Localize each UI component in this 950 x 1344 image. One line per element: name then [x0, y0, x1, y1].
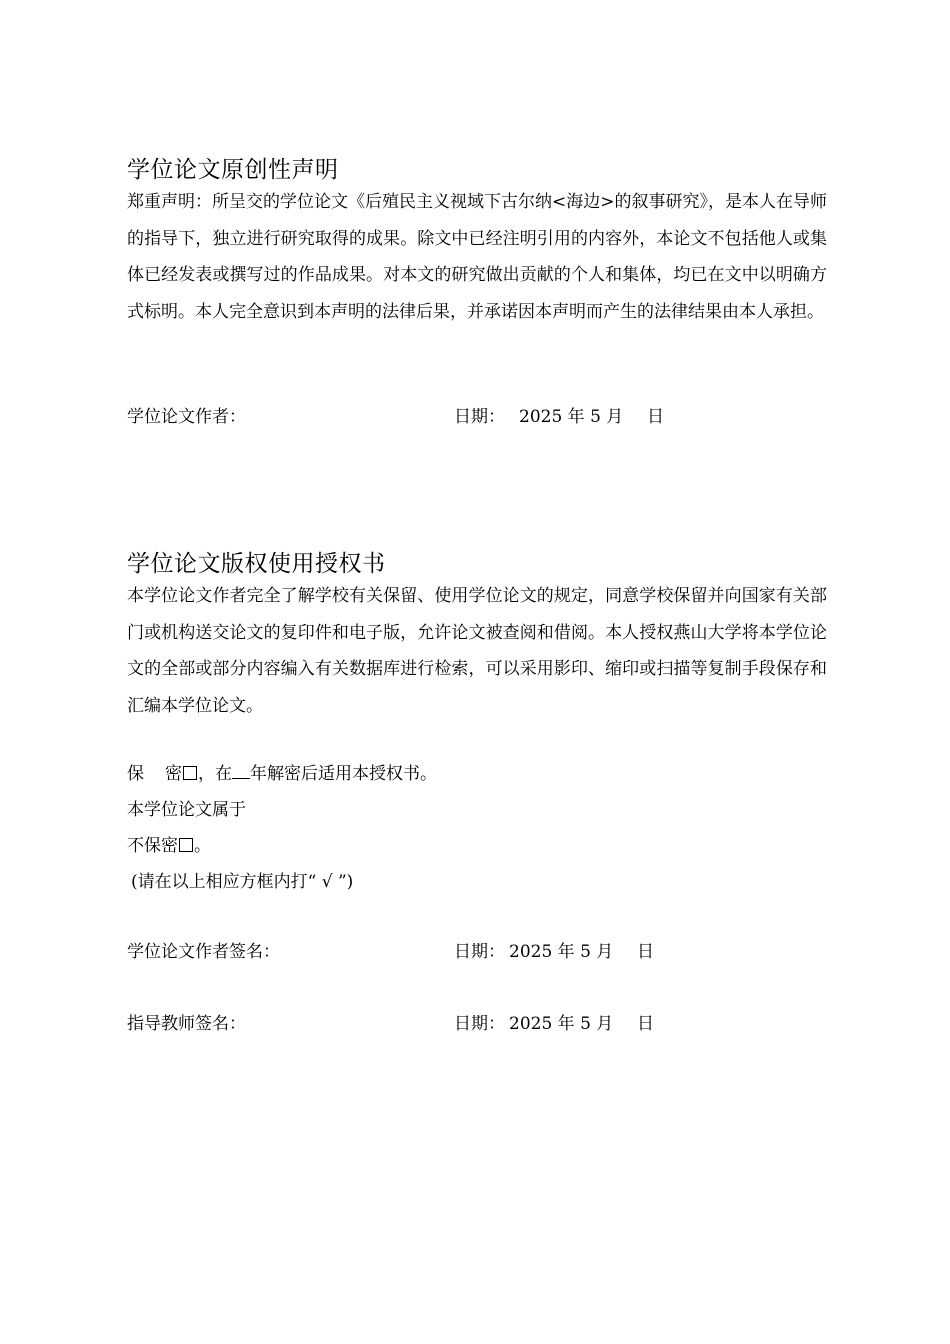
copyright-authorization-body: 本学位论文作者完全了解学校有关保留、使用学位论文的规定，同意学校保留并向国家有关部门或机构送交论文的复印件和电子版，允许论文被查阅和借阅。本人授权燕山大学将本学位论文的全部或部分内容编入有关数据库进行检索，可以采用影印、缩印或扫描等复制手段保存和汇编本学位论文。: [127, 586, 827, 716]
secret-text-a: ，在: [198, 764, 232, 784]
declaration-day-label: 日: [647, 407, 664, 427]
author-sign-date-value: 2025 年 5 月: [509, 942, 614, 962]
author-sign-day-label: 日: [637, 942, 654, 962]
not-secret-checkbox[interactable]: [179, 838, 193, 852]
author-sign-date-label: 日期：: [454, 942, 505, 962]
not-secret-label: 不保密: [127, 836, 178, 856]
not-secret-end: 。: [194, 836, 211, 856]
not-secret-option-line: [127, 834, 211, 858]
declaration-date-value: 2025 年 5 月: [519, 407, 624, 427]
secret-option-line: [127, 762, 437, 786]
secret-text-b: 年解密后适用本授权书。: [250, 764, 437, 784]
secret-label-b: 密: [165, 764, 182, 784]
advisor-sign-date-label: 日期：: [454, 1014, 505, 1034]
belongs-label: 本学位论文属于: [127, 800, 246, 820]
advisor-sign-day-label: 日: [637, 1014, 654, 1034]
secret-checkbox[interactable]: [183, 766, 197, 780]
copyright-authorization-title: 学位论文版权使用授权书: [127, 551, 386, 577]
decrypt-years-blank[interactable]: [232, 763, 250, 779]
author-sign-label: 学位论文作者签名：: [127, 942, 280, 962]
declaration-author-label: 学位论文作者：: [127, 407, 246, 427]
checkmark-instruction: (请在以上相应方框内打“ √ ”): [131, 872, 354, 892]
originality-declaration-title: 学位论文原创性声明: [127, 157, 339, 183]
originality-declaration-body: 郑重声明：所呈交的学位论文《后殖民主义视域下古尔纳<海边>的叙事研究》，是本人在导师的指导下，独立进行研究取得的成果。除文中已经注明引用的内容外，本论文不包括他人或集体已经发表或撰写过的作品成果。对本文的研究做出贡献的个人和集体，均已在文中以明确方式标明。本人完全意识到本声明的法律后果，并承诺因本声明而产生的法律结果由本人承担。: [127, 192, 827, 322]
advisor-sign-date-value: 2025 年 5 月: [509, 1014, 614, 1034]
declaration-date-label: 日期：: [454, 407, 505, 427]
advisor-sign-label: 指导教师签名：: [127, 1014, 246, 1034]
secret-label-a: 保: [127, 764, 144, 784]
